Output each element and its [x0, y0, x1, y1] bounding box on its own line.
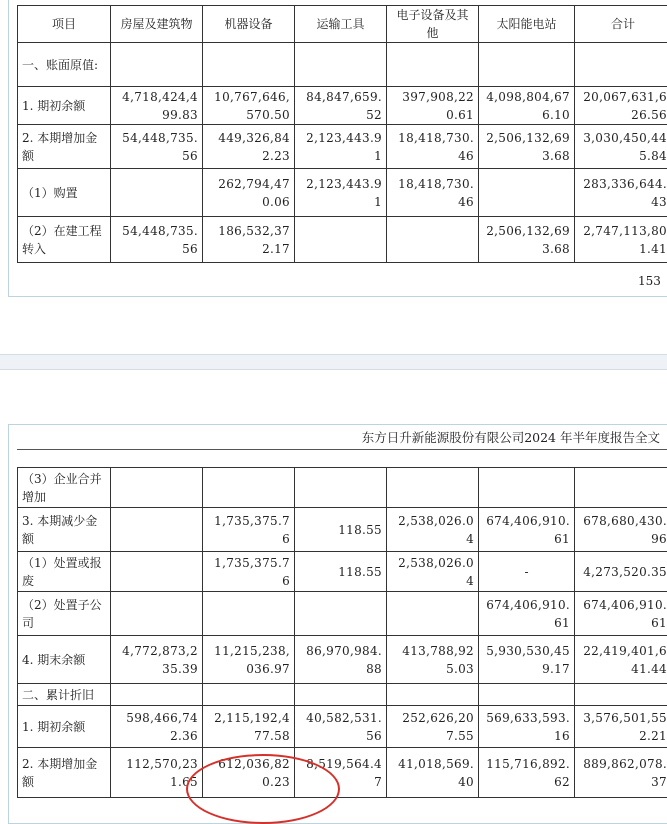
cell-value: 20,067,631,626.56 — [575, 87, 667, 125]
cell-value: 54,448,735.56 — [111, 217, 203, 263]
column-header: 太阳能电站 — [479, 6, 575, 43]
table-row — [18, 43, 667, 87]
cell-value: 598,466,742.36 — [111, 706, 203, 748]
column-header: 机器设备 — [203, 6, 295, 43]
row-label: 1. 期初余额 — [18, 706, 111, 748]
cell-value — [575, 43, 667, 87]
column-header: 合计 — [575, 6, 667, 43]
cell-value: 4,098,804,676.10 — [479, 87, 575, 125]
cell-value: 674,406,910.61 — [479, 508, 575, 552]
row-label: 3. 本期减少金额 — [18, 508, 111, 552]
row-label: （1）处置或报废 — [18, 552, 111, 592]
cell-value: 2,506,132,693.68 — [479, 125, 575, 169]
cell-value: 118.55 — [295, 552, 387, 592]
row-label: 2. 本期增加金额 — [18, 748, 111, 798]
cell-value: - — [479, 552, 575, 592]
cell-value — [111, 169, 203, 217]
table-row — [18, 125, 667, 169]
cell-value — [111, 552, 203, 592]
cell-value: 4,273,520.35 — [575, 552, 667, 592]
cell-value: 283,336,644.43 — [575, 169, 667, 217]
cell-value: 3,030,450,445.84 — [575, 125, 667, 169]
cell-value — [575, 468, 667, 508]
cell-value — [203, 468, 295, 508]
cell-value — [295, 592, 387, 636]
cell-value: 449,326,842.23 — [203, 125, 295, 169]
table-row — [18, 748, 667, 798]
cell-value — [387, 592, 479, 636]
row-label: （3）企业合并增加 — [18, 468, 111, 508]
cell-value — [479, 684, 575, 706]
cell-value: 612,036,820.23 — [203, 748, 295, 798]
cell-value: 1,735,375.76 — [203, 508, 295, 552]
cell-value: 262,794,470.06 — [203, 169, 295, 217]
cell-value — [479, 43, 575, 87]
table-row — [18, 684, 667, 706]
cell-value: 18,418,730.46 — [387, 125, 479, 169]
row-label: 一、账面原值: — [18, 43, 111, 87]
cell-value: 678,680,430.96 — [575, 508, 667, 552]
cell-value — [203, 684, 295, 706]
column-header: 项目 — [18, 6, 111, 43]
cell-value — [295, 217, 387, 263]
cell-value: 3,576,501,552.21 — [575, 706, 667, 748]
table-row — [18, 468, 667, 508]
cell-value: 8,519,564.47 — [295, 748, 387, 798]
highlight-circle — [186, 754, 340, 824]
row-label: 二、累计折旧 — [18, 684, 111, 706]
table-row — [18, 552, 667, 592]
cell-value — [387, 43, 479, 87]
cell-value: 112,570,231.65 — [111, 748, 203, 798]
table-row — [18, 508, 667, 552]
cell-value — [479, 468, 575, 508]
page-number: 153 — [638, 274, 661, 288]
cell-value — [295, 43, 387, 87]
cell-value: 2,538,026.04 — [387, 508, 479, 552]
cell-value: 569,633,593.16 — [479, 706, 575, 748]
cell-value: 18,418,730.46 — [387, 169, 479, 217]
cell-value: 674,406,910.61 — [479, 592, 575, 636]
table-row — [18, 169, 667, 217]
cell-value — [111, 684, 203, 706]
cell-value: 397,908,220.61 — [387, 87, 479, 125]
cell-value — [111, 43, 203, 87]
running-header: 东方日升新能源股份有限公司2024 年半年度报告全文 — [330, 428, 660, 446]
cell-value: 41,018,569.40 — [387, 748, 479, 798]
cell-value — [387, 684, 479, 706]
cell-value: 2,123,443.91 — [295, 169, 387, 217]
row-label: （2）在建工程转入 — [18, 217, 111, 263]
row-label: 1. 期初余额 — [18, 87, 111, 125]
cell-value — [203, 43, 295, 87]
cell-value: 4,718,424,499.83 — [111, 87, 203, 125]
cell-value: 5,930,530,459.17 — [479, 636, 575, 684]
cell-value — [387, 217, 479, 263]
column-header: 运输工具 — [295, 6, 387, 43]
fixed-assets-table-bottom — [17, 467, 667, 798]
cell-value: 2,538,026.04 — [387, 552, 479, 592]
cell-value: 252,626,207.55 — [387, 706, 479, 748]
cell-value: 413,788,925.03 — [387, 636, 479, 684]
cell-value: 10,767,646,570.50 — [203, 87, 295, 125]
page-separator — [0, 354, 667, 370]
column-header: 电子设备及其他 — [387, 6, 479, 43]
cell-value — [575, 684, 667, 706]
cell-value: 2,506,132,693.68 — [479, 217, 575, 263]
cell-value: 2,123,443.91 — [295, 125, 387, 169]
table-row — [18, 592, 667, 636]
cell-value — [479, 169, 575, 217]
header-rule — [17, 449, 667, 450]
cell-value: 2,747,113,801.41 — [575, 217, 667, 263]
cell-value: 86,970,984.88 — [295, 636, 387, 684]
cell-value: 11,215,238,036.97 — [203, 636, 295, 684]
cell-value — [111, 468, 203, 508]
table-row — [18, 636, 667, 684]
cell-value — [203, 592, 295, 636]
cell-value: 115,716,892.62 — [479, 748, 575, 798]
cell-value: 889,862,078.37 — [575, 748, 667, 798]
cell-value: 84,847,659.52 — [295, 87, 387, 125]
cell-value: 118.55 — [295, 508, 387, 552]
cell-value: 2,115,192,477.58 — [203, 706, 295, 748]
table-row — [18, 87, 667, 125]
cell-value: 4,772,873,235.39 — [111, 636, 203, 684]
cell-value: 22,419,401,641.44 — [575, 636, 667, 684]
table-row — [18, 217, 667, 263]
row-label: （2）处置子公司 — [18, 592, 111, 636]
cell-value: 40,582,531.56 — [295, 706, 387, 748]
cell-value — [111, 592, 203, 636]
row-label: （1）购置 — [18, 169, 111, 217]
column-header: 房屋及建筑物 — [111, 6, 203, 43]
fixed-assets-table-top — [17, 5, 667, 263]
cell-value: 674,406,910.61 — [575, 592, 667, 636]
cell-value — [295, 684, 387, 706]
cell-value: 54,448,735.56 — [111, 125, 203, 169]
table-header-row — [18, 6, 667, 43]
row-label: 4. 期末余额 — [18, 636, 111, 684]
cell-value: 1,735,375.76 — [203, 552, 295, 592]
cell-value — [295, 468, 387, 508]
table-row — [18, 706, 667, 748]
cell-value — [111, 508, 203, 552]
cell-value: 186,532,372.17 — [203, 217, 295, 263]
row-label: 2. 本期增加金额 — [18, 125, 111, 169]
cell-value — [387, 468, 479, 508]
